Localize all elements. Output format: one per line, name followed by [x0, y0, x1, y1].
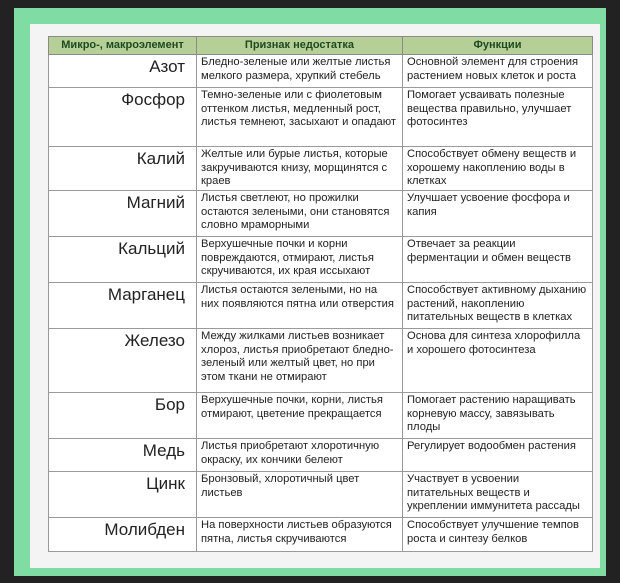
sign-cell: Бледно-зеленые или желтые листья мелкого размера, хрупкий стебель: [197, 55, 403, 88]
image-frame: [14, 8, 606, 576]
table-row: [49, 191, 593, 237]
header-row: [49, 37, 593, 55]
function-cell: Способствует активному дыханию растений, накоплению питательных веществ в клетках: [403, 283, 593, 329]
element-cell: Цинк: [49, 472, 197, 518]
function-cell: Отвечает за реакции ферментации и обмен веществ: [403, 237, 593, 283]
element-cell: Молибден: [49, 518, 197, 552]
function-cell: Помогает растению наращивать корневую массу, завязывать плоды: [403, 393, 593, 439]
element-cell: Калий: [49, 147, 197, 191]
sign-cell: Листья приобретают хлоротичную окраску, их кончики белеют: [197, 439, 403, 472]
element-cell: Медь: [49, 439, 197, 472]
table-row: [49, 55, 593, 88]
table-row: [49, 283, 593, 329]
function-cell: Основной элемент для строения растением новых клеток и роста: [403, 55, 593, 88]
table-row: [49, 237, 593, 283]
header-sign: Признак недостатка: [197, 37, 403, 55]
table-row: [49, 393, 593, 439]
function-cell: Способствует обмену веществ и хорошему накоплению воды в клетках: [403, 147, 593, 191]
element-cell: Магний: [49, 191, 197, 237]
function-cell: Способствует улучшение темпов роста и синтезу белков: [403, 518, 593, 552]
function-cell: Помогает усваивать полезные вещества правильно, улучшает фотосинтез: [403, 88, 593, 147]
element-cell: Кальций: [49, 237, 197, 283]
table-row: [49, 147, 593, 191]
sign-cell: Верхушечные почки и корни повреждаются, отмирают, листья скручиваются, их края иссыхают: [197, 237, 403, 283]
table-row: [49, 329, 593, 393]
table-row: [49, 439, 593, 472]
sign-cell: Бронзовый, хлоротичный цвет листьев: [197, 472, 403, 518]
element-cell: Азот: [49, 55, 197, 88]
function-cell: Улучшает усвоение фосфора и капия: [403, 191, 593, 237]
function-cell: Основа для синтеза хлорофилла и хорошего фотосинтеза: [403, 329, 593, 393]
sign-cell: Листья остаются зелеными, но на них появляются пятна или отверстия: [197, 283, 403, 329]
nutrient-deficiency-table: [48, 36, 593, 552]
sign-cell: Листья светлеют, но прожилки остаются зелеными, они становятся словно мраморными: [197, 191, 403, 237]
sign-cell: Между жилками листьев возникает хлороз, листья приобретают бледно-зеленый или желтый цвет, но при этом ткани не отмирают: [197, 329, 403, 393]
sign-cell: Темно-зеленые или с фиолетовым оттенком листья, медленный рост, листья темнеют, засыхают и опадают: [197, 88, 403, 147]
element-cell: Марганец: [49, 283, 197, 329]
table-row: [49, 472, 593, 518]
spreadsheet-area: [30, 24, 600, 568]
sign-cell: Верхушечные почки, корни, листья отмирают, цветение прекращается: [197, 393, 403, 439]
element-cell: Бор: [49, 393, 197, 439]
header-element: Микро-, макроэлемент: [49, 37, 197, 55]
element-cell: Фосфор: [49, 88, 197, 147]
sign-cell: Желтые или бурые листья, которые закручиваются книзу, морщинятся с краев: [197, 147, 403, 191]
element-cell: Железо: [49, 329, 197, 393]
function-cell: Участвует в усвоении питательных веществ и укреплении иммунитета рассады: [403, 472, 593, 518]
function-cell: Регулирует водообмен растения: [403, 439, 593, 472]
header-function: Функции: [403, 37, 593, 55]
table-row: [49, 518, 593, 552]
sign-cell: На поверхности листьев образуются пятна, листья скручиваются: [197, 518, 403, 552]
table-row: [49, 88, 593, 147]
